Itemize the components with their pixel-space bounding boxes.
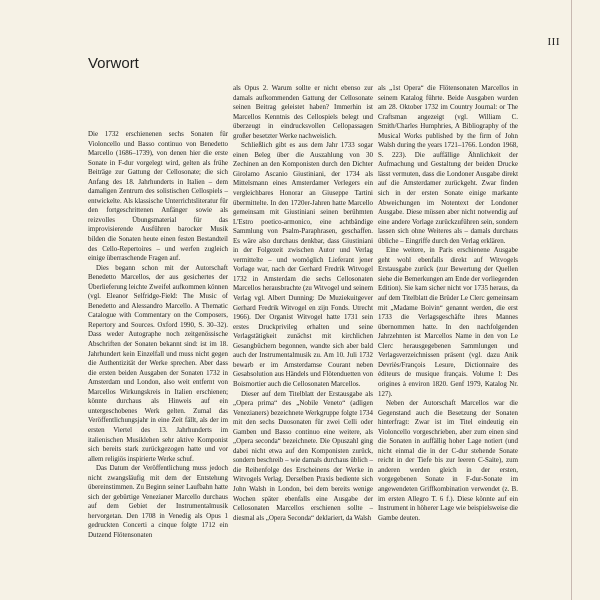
text-column-3 [378,84,518,523]
paragraph: Eine weitere, in Paris erschienene Ausgabe geht wohl ebenfalls direkt auf Witvogels Erstausgabe zurück (zur Bewertung der Quellen siehe die Bemerkungen am Ende der vorliegenden Edition). Sie kam sicher nicht vor 1735 heraus, da auf dem Titelblatt die Brüder Le Clerc gemeinsam mit „Madame Boivin“ genannt werden, die erst 1733 die Verlagsgeschäfte ihres Mannes übernommen hatte. In den nachfolgenden Jahrzehnten ist Marcellos Name in den von Le Clerc herausgegebenen Sammlungen und Verlagsverzeichnissen präsent (vgl. dazu Anik Devriès/François Lesure, Dictionnaire des éditeurs de musique français. Volume I: Des origines à environ 1820. Genf 1979, Katalog Nr. 127). [378,246,518,398]
text-column-2 [233,84,373,523]
margin-rule [571,0,572,600]
paragraph: als Opus 2. Warum sollte er nicht ebenso zur damals aufkommenden Gattung der Cellosonate seinen Beitrag geleistet haben? Immerhin ist Marcellos Kenntnis des Cellospiels belegt und überzeugt in eindrucksvollen Cellopassagen großer besetzter Werke nachweislich. [233,84,373,140]
text-column-1 [88,130,228,541]
paragraph: Neben der Autorschaft Marcellos war die Gegenstand auch die Besetzung der Sonaten hinterfragt: Zwar ist im Titel eindeutig ein Violoncello vorgeschrieben, aber zum einen sind die Sonaten in auffällig hoher Lage notiert (und nicht einmal die in der C-dur stehende Sonate reicht in der Tiefe bis zur leeren C-Saite), zum anderen werden gleich in der ersten, vorgegebenen Sonate in F-dur-Sonate im angewendeten Griffkombination verwendet (z. B. im ersten Allegro T. 6 f.). Diese könnte auf ein Instrument in höherer Lage wie beispielsweise die Gambe deuten. [378,399,518,522]
paragraph: als „1st Opera“ die Flötensonaten Marcellos in seinem Katalog führte. Beide Ausgaben wurden am 28. Oktober 1732 im Country Journal: or The Craftsman angezeigt (vgl. William C. Smith/Charles Humphries, A Bibliography of the Musical Works published by the firm of John Walsh during the years 1721–1766. London 1968, S. 223). Die auffällige Ähnlichkeit der Aufmachung und Gestaltung der beiden Drucke lässt vermuten, dass die Londoner Ausgabe direkt auf die Amsterdamer zurückgeht. Zwar finden sich in der ersten Sonate einige markante Abweichungen im Notentext der Londoner Ausgabe. Diese müssen aber nicht notwendig auf eine andere Vorlage zurückzuführen sein, sondern lassen sich ohne Weiteres als – damals durchaus übliche – Eingriffe durch den Verlag erklären. [378,84,518,245]
paragraph: Dies begann schon mit der Autorschaft Benedetto Marcellos, der aus gesichertes der Überlieferung leichte Zweifel aufkommen können (vgl. Eleanor Selfridge-Field: The Music of Benedetto and Alessandro Marcello. A Thematic Catalogue with Commentary on the Composers, Repertory and Sources. Oxford 1990, S. 30–32). Dass weder Autographe noch zeitgenössische Abschriften der Sonaten bekannt sind: ist im 18. Jahrhundert kein Einzelfall und muss nicht gegen die Authentizität der Werke sprechen. Aber dass die ersten beiden Ausgaben der Sonaten 1732 in Amsterdam und London, also weit entfernt von Marcellos Wirkungskreis in Italien erschienen; könnte durchaus als Hinweis auf ein untergeschobenes Werk gelten. Zumal das Veröffentlichungsjahr in eine Zeit fällt, als der im ersten Viertel des 13. Jahrhunderts im italienischen Musiklehen sehr aktive Komponist sich bereits stark zurückgezogen hatte und vor allem religiös inspirierte Werke schuf. [88,263,228,463]
page-number: III [547,36,560,48]
paragraph: Schließlich gibt es aus dem Jahr 1733 sogar einen Beleg über die Auszahlung von 30 Zechinen an den Komponisten durch den Dichter Girolamo Ascanio Giustiniani, der 1734 als Mittelsmann eines Amsterdamer Verlegers ein vergleichbares Honorar an Giuseppe Tartini übermittelte. In den 1720er-Jahren hatte Marcello gemeinsam mit Giustiniani seinen berühmten L'Estro poetico-armonico, eine achtbändige Sammlung von Psalm-Paraphrasen, geschaffen. Es wäre also durchaus denkbar, dass Giustiniani in der Folgezeit zwischen Autor und Verlag vermittelte – und womöglich Lieferant jener Vorlage war, nach der Gerhard Fredrik Witvogel 1732 in Amsterdam die sechs Cellosonaten Marcellos herausbrachte (zu Witvogel und seinem Verlag vgl. Albert Dunning: De Muziekuitgever Gerhard Fredrik Witvogel en zijn Fonds. Utrecht 1966). Der Organist Witvogel hatte 1731 sein erstes Druckprivileg erhalten und seine Verlagstätigkeit zunächst mit kirchlichen Gesangbüchern begonnen, wandte sich aber bald auch der Instrumentalmusik zu. Am 10. Juli 1732 bewarb er im Amsterdamse Courant neben Gesabsolution aus Händels und Flötenduetten von Boismortier auch die Cellosonaten Marcellos. [233,141,373,388]
paragraph: Die 1732 erschienenen sechs Sonaten für Violoncello und Basso continuo von Benedetto Marcello (1686–1739), von denen hier die erste Sonate in F-dur vorgelegt wird, gelten als frühe Beiträge zur Gattung der Cellosonate; die sich Anfang des 18. Jahrhunderts in Italien – dem damaligen Zentrum des solistischen Cellospiels – entwickelte. Als klassische Unterrichtsliteratur für den fortgeschrittenen Anfänger sowie als reizvolles Übungsmaterial für das improvisierende Ausführen barocker Musik bilden die Sonaten heute einen festen Bestandteil des Cello-Repertoires – und werfen zugleich einige überraschende Fragen auf. [88,130,228,263]
paragraph: Das Datum der Veröffentlichung muss jedoch nicht zwangsläufig mit dem der Entstehung übereinstimmen. Zu Beginn seiner Laufbahn hatte sich der gebürtige Venezianer Marcello durchaus auf dem Gebiet der Instrumentalmusik hervorgetan. Den 1708 in Venedig als Opus 1 gedruckten Concerti a cinque folgte 1712 ein Dutzend Flötensonaten [88,464,228,539]
page-title: Vorwort [88,55,139,72]
paragraph: Dieser auf dem Titelblatt der Erstausgabe als „Opera prima“ des „Nobile Veneto“ (adligen Venezianers) bezeichnete Werkgruppe folgte 1734 mit den sechs Duosonaten für zwei Celli oder Gamben und Basso continuo eine weitere, als „Opera seconda“ bezeichnete. Die Opuszahl ging dabei nicht etwa auf den Komponisten zurück, sondern beschreib – wie damals durchaus üblich – die Reihenfolge des Erscheinens der Werke in Witvogels Verlag. Derselben Praxis bediente sich John Walsh in London, bei dem bereits wenige Wochen später ebenfalls eine Ausgabe der Cellosonaten Marcellos erschienen sollte – diesmal als „Opera Seconda“ deklariert, da Walsh [233,389,373,522]
